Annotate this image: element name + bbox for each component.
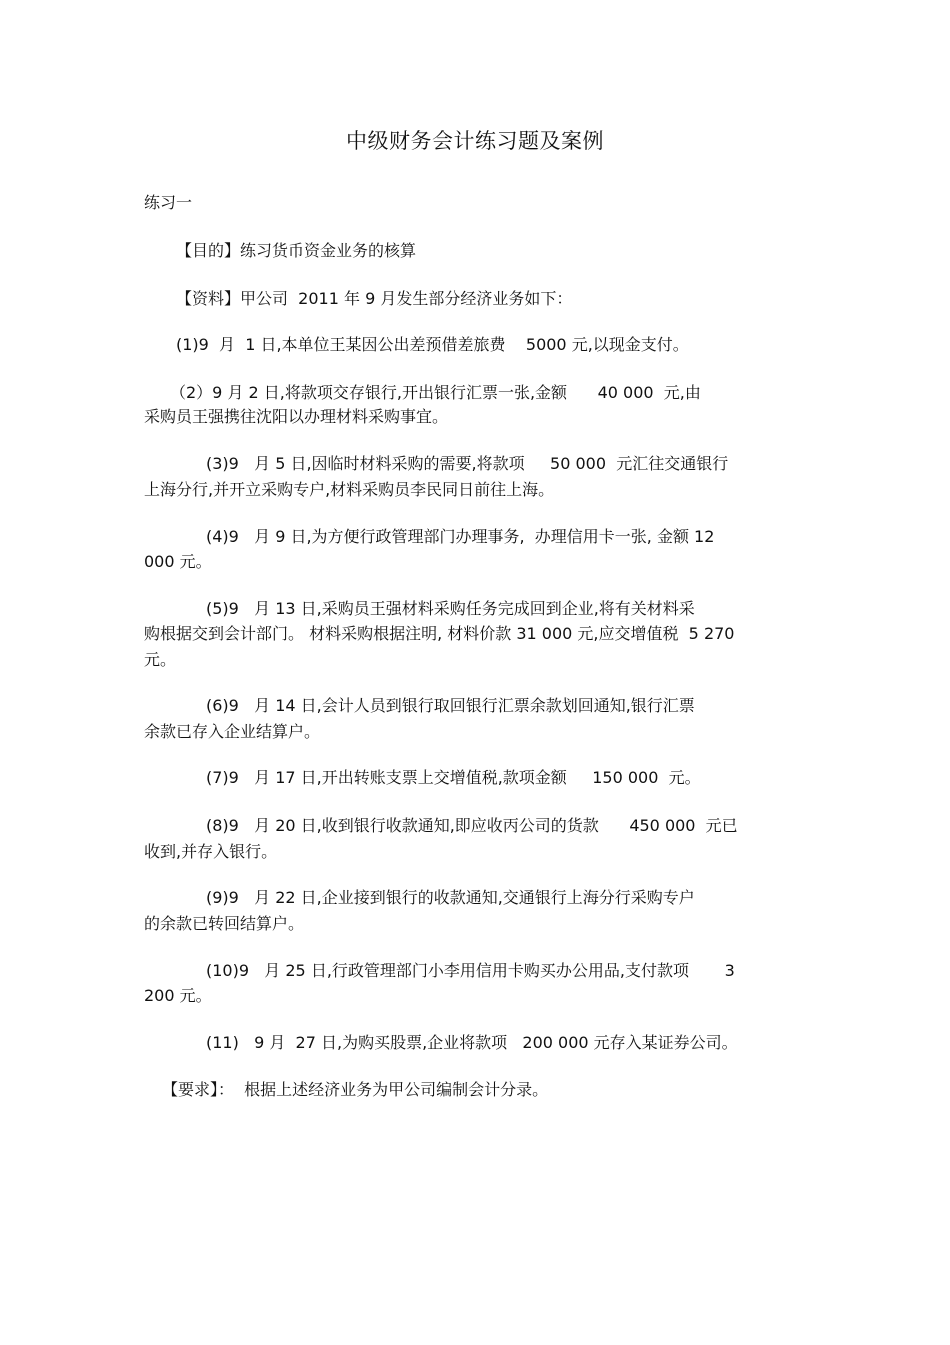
item-9-line-1: (9)9 月 22 日,企业接到银行的收款通知,交通银行上海分行采购专户: [206, 888, 695, 907]
item-2-line-2: 采购员王强携往沈阳以办理材料采购事宜。: [144, 407, 449, 426]
item-5-line-2: 购根据交到会计部门。 材料采购根据注明, 材料价款 31 000 元,应交增值税 5 270: [144, 624, 735, 643]
document-title: 中级财务会计练习题及案例: [346, 129, 604, 153]
purpose-paragraph: 【目的】练习货币资金业务的核算: [176, 241, 417, 260]
item-7-line-1: (7)9 月 17 日,开出转账支票上交增值税,款项金额 150 000 元。: [206, 768, 701, 787]
item-4-line-2: 000 元。: [144, 552, 212, 571]
item-8-line-1: (8)9 月 20 日,收到银行收款通知,即应收丙公司的货款 450 000 元已: [206, 816, 738, 835]
item-5-line-3: 元。: [144, 650, 177, 669]
item-5-line-1: (5)9 月 13 日,采购员王强材料采购任务完成回到企业,将有关材料采: [206, 599, 695, 618]
item-10-line-1: (10)9 月 25 日,行政管理部门小李用信用卡购买办公用品,支付款项 3: [206, 961, 735, 980]
item-8-line-2: 收到,并存入银行。: [144, 842, 278, 861]
item-3-line-2: 上海分行,并开立采购专户,材料采购员李民同日前往上海。: [144, 480, 555, 499]
requirement-paragraph: 【要求】： 根据上述经济业务为甲公司编制会计分录。: [162, 1080, 549, 1099]
item-3-line-1: (3)9 月 5 日,因临时材料采购的需要,将款项 50 000 元汇往交通银行: [206, 454, 729, 473]
item-6-line-1: (6)9 月 14 日,会计人员到银行取回银行汇票余款划回通知,银行汇票: [206, 696, 695, 715]
item-4-line-1: (4)9 月 9 日,为方便行政管理部门办理事务, 办理信用卡一张, 金额 12: [206, 527, 715, 546]
item-6-line-2: 余款已存入企业结算户。: [144, 722, 321, 741]
item-2-line-1: （2）9 月 2 日,将款项交存银行,开出银行汇票一张,金额 40 000 元,由: [170, 383, 701, 402]
material-paragraph: 【资料】甲公司 2011 年 9 月发生部分经济业务如下：: [176, 289, 573, 308]
item-11-line-1: (11) 9 月 27 日,为购买股票,企业将款项 200 000 元存入某证券公司。: [206, 1033, 738, 1052]
item-1-line-1: (1)9 月 1 日,本单位王某因公出差预借差旅费 5000 元,以现金支付。: [176, 335, 689, 354]
item-10-line-2: 200 元。: [144, 986, 212, 1005]
section-label: 练习一: [144, 193, 193, 212]
item-9-line-2: 的余款已转回结算户。: [144, 914, 305, 933]
